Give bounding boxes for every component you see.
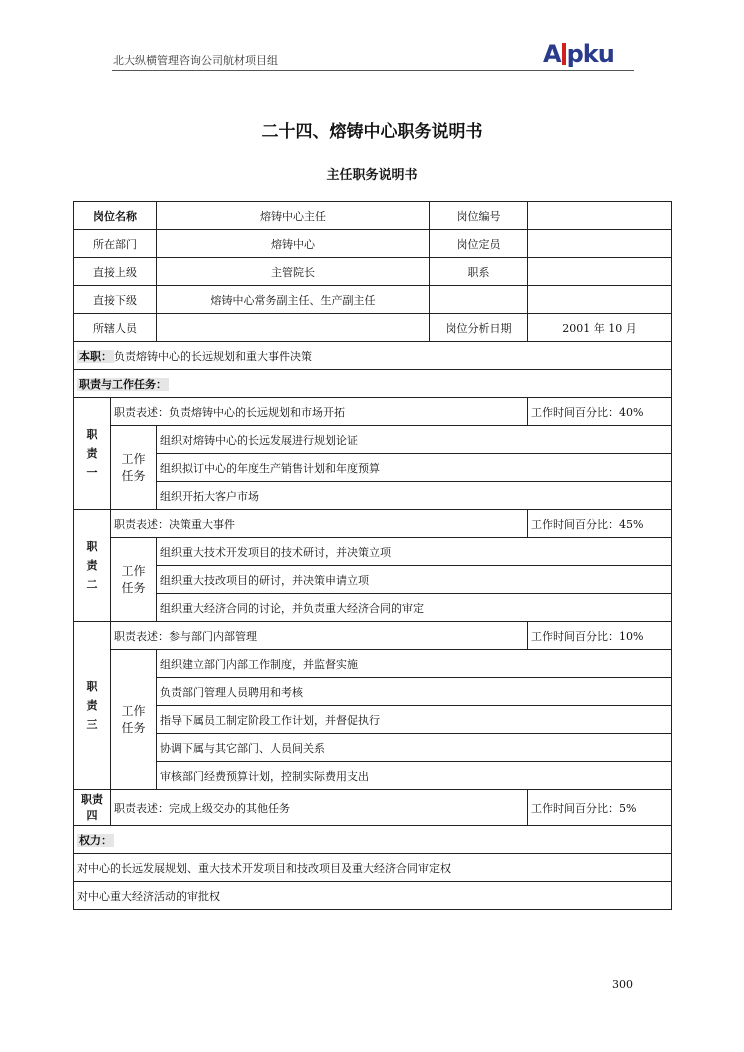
info-label: 岗位编号 xyxy=(430,202,528,230)
task-item: 组织开拓大客户市场 xyxy=(157,482,672,510)
task-item: 指导下属员工制定阶段工作计划，并督促执行 xyxy=(157,706,672,734)
task-row xyxy=(74,594,672,622)
duty-desc-row xyxy=(74,510,672,538)
info-label: 岗位名称 xyxy=(74,202,157,230)
info-value xyxy=(528,286,672,314)
duty-desc: 职责表述：参与部门内部管理 xyxy=(111,622,528,650)
task-row xyxy=(74,706,672,734)
power-row xyxy=(74,854,672,882)
task-row xyxy=(74,454,672,482)
duty-pct: 工作时间百分比：5% xyxy=(528,790,672,826)
duty-desc: 职责表述：完成上级交办的其他任务 xyxy=(111,790,528,826)
task-item: 组织重大技术开发项目的技术研讨，并决策立项 xyxy=(157,538,672,566)
duty-label-text: 职责二 xyxy=(86,540,98,591)
power-label: 权力： xyxy=(79,833,112,847)
task-row xyxy=(74,734,672,762)
task-item: 组织拟订中心的年度生产销售计划和年度预算 xyxy=(157,454,672,482)
info-label: 所在部门 xyxy=(74,230,157,258)
info-label: 直接上级 xyxy=(74,258,157,286)
benzhi-cell xyxy=(74,342,672,370)
task-row xyxy=(74,678,672,706)
task-label xyxy=(111,650,157,790)
info-row xyxy=(74,202,672,230)
power-header-cell xyxy=(74,826,672,854)
duty-label xyxy=(74,510,111,622)
header-divider xyxy=(112,70,634,71)
task-row xyxy=(74,426,672,454)
task-row xyxy=(74,650,672,678)
task-label xyxy=(111,538,157,622)
info-row xyxy=(74,286,672,314)
task-row xyxy=(74,538,672,566)
duty-desc-row xyxy=(74,790,672,826)
duty-label-text: 职责一 xyxy=(86,428,98,479)
duty-pct: 工作时间百分比：45% xyxy=(528,510,672,538)
page-title: 二十四、熔铸中心职务说明书 xyxy=(261,122,483,142)
job-description-table xyxy=(73,201,672,910)
info-value: 2001 年 10 月 xyxy=(528,314,672,342)
info-value xyxy=(157,314,430,342)
task-row xyxy=(74,762,672,790)
page-subtitle: 主任职务说明书 xyxy=(326,168,418,183)
power-item: 对中心的长远发展规划、重大技术开发项目和技改项目及重大经济合同审定权 xyxy=(74,854,672,882)
task-label-text: 工作任务 xyxy=(121,563,146,595)
benzhi-text: 负责熔铸中心的长远规划和重大事件决策 xyxy=(114,349,312,363)
info-row xyxy=(74,314,672,342)
logo-letter-a: A xyxy=(543,40,561,68)
task-label-text: 工作任务 xyxy=(121,451,146,483)
power-item: 对中心重大经济活动的审批权 xyxy=(74,882,672,910)
duty-desc-row xyxy=(74,622,672,650)
duty-label xyxy=(74,398,111,510)
logo-bar-icon xyxy=(562,43,566,65)
info-label xyxy=(430,286,528,314)
info-label: 岗位分析日期 xyxy=(430,314,528,342)
duty-pct: 工作时间百分比：40% xyxy=(528,398,672,426)
duty-label xyxy=(74,622,111,790)
logo xyxy=(543,40,614,68)
info-value xyxy=(528,258,672,286)
task-label xyxy=(111,426,157,510)
duty-label-text: 职责四 xyxy=(81,792,103,822)
task-row xyxy=(74,482,672,510)
duty-pct: 工作时间百分比：10% xyxy=(528,622,672,650)
benzhi-row xyxy=(74,342,672,370)
page-number: 300 xyxy=(612,978,633,991)
duties-header: 职责与工作任务： xyxy=(79,377,167,391)
duty-desc-row xyxy=(74,398,672,426)
task-item: 审核部门经费预算计划，控制实际费用支出 xyxy=(157,762,672,790)
info-value: 主管院长 xyxy=(157,258,430,286)
power-header-row xyxy=(74,826,672,854)
task-item: 组织对熔铸中心的长远发展进行规划论证 xyxy=(157,426,672,454)
power-row xyxy=(74,882,672,910)
duties-header-row xyxy=(74,370,672,398)
info-value: 熔铸中心主任 xyxy=(157,202,430,230)
task-item: 组织重大技改项目的研讨，并决策申请立项 xyxy=(157,566,672,594)
task-row xyxy=(74,566,672,594)
logo-text: pku xyxy=(566,40,614,68)
task-item: 负责部门管理人员聘用和考核 xyxy=(157,678,672,706)
task-item: 协调下属与其它部门、人员间关系 xyxy=(157,734,672,762)
info-label: 职系 xyxy=(430,258,528,286)
info-value xyxy=(528,202,672,230)
info-label: 岗位定员 xyxy=(430,230,528,258)
task-label-text: 工作任务 xyxy=(121,703,146,735)
info-label: 所辖人员 xyxy=(74,314,157,342)
header-org: 北大纵横管理咨询公司航材项目组 xyxy=(113,54,278,67)
task-item: 组织重大经济合同的讨论，并负责重大经济合同的审定 xyxy=(157,594,672,622)
info-row xyxy=(74,258,672,286)
info-value: 熔铸中心常务副主任、生产副主任 xyxy=(157,286,430,314)
duty-desc: 职责表述：决策重大事件 xyxy=(111,510,528,538)
duty-label-text: 职责三 xyxy=(86,680,98,731)
info-row xyxy=(74,230,672,258)
duty-label xyxy=(74,790,111,826)
benzhi-label: 本职： xyxy=(79,349,112,363)
info-value: 熔铸中心 xyxy=(157,230,430,258)
task-item: 组织建立部门内部工作制度，并监督实施 xyxy=(157,650,672,678)
info-label: 直接下级 xyxy=(74,286,157,314)
info-value xyxy=(528,230,672,258)
duty-desc: 职责表述：负责熔铸中心的长远规划和市场开拓 xyxy=(111,398,528,426)
duties-header-cell xyxy=(74,370,672,398)
